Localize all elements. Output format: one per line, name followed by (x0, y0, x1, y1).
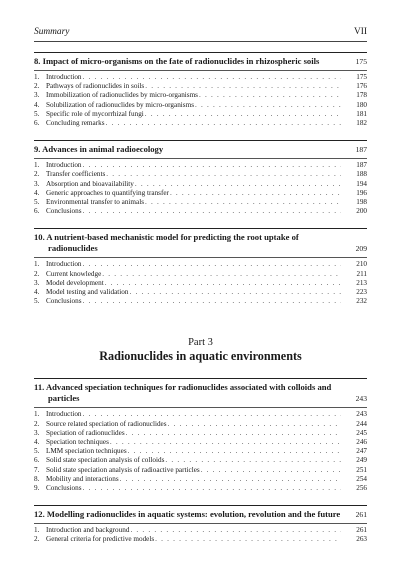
chapter-title (34, 509, 367, 520)
entry-number: 6. (34, 119, 40, 128)
dot-leader (164, 456, 341, 465)
chapter-title-text: 9. Advances in animal radioecology (34, 144, 164, 155)
entry-number: 3. (34, 91, 40, 100)
dot-leader (82, 161, 341, 170)
entry-number: 3. (34, 179, 40, 188)
toc-entry (34, 410, 367, 419)
chapter-title-text: 8. Impact of micro-organisms on the fate of radionuclides in rhizospheric soils (34, 56, 320, 66)
entry-page: 181 (356, 109, 367, 118)
entry-number: 1. (34, 73, 40, 81)
chapter-title (34, 382, 367, 404)
chapter-rule (34, 228, 367, 229)
dot-leader (134, 180, 341, 189)
dot-leader (127, 447, 341, 456)
chapter-page: 243 (355, 394, 367, 404)
toc-entry (34, 110, 367, 119)
entry-page: 243 (356, 410, 367, 419)
chapter-title (34, 144, 367, 155)
toc-entry (34, 484, 367, 493)
chapter-block (34, 52, 367, 128)
entry-page: 244 (356, 419, 367, 428)
toc-entry (34, 475, 367, 484)
chapter-divider (34, 257, 367, 258)
toc-entry (34, 119, 367, 128)
entry-title: Conclusions (46, 207, 82, 216)
toc-entry (34, 260, 367, 269)
toc-entry (34, 297, 367, 306)
entry-page: 196 (356, 188, 367, 197)
toc-entry (34, 198, 367, 207)
entry-title: Absorption and bioavailability (46, 179, 134, 188)
entry-number: 1. (34, 161, 40, 170)
entry-page: 176 (356, 82, 367, 91)
chapter-rule (34, 140, 367, 141)
entry-title: Introduction (46, 410, 82, 419)
toc-entry (34, 279, 367, 288)
chapter-title-text: 12. Modelling radionuclides in aquatic systems: evolution, revolution and the future (34, 509, 341, 520)
entry-title: Environmental transfer to animals (46, 198, 144, 207)
toc-entry (34, 270, 367, 279)
entry-number: 6. (34, 207, 40, 216)
entry-title: Solubilization of radionuclides by micro-organisms (46, 100, 194, 109)
entry-title: Conclusions (46, 484, 82, 493)
chapter-block (34, 228, 367, 306)
chapter-title-text: 10. A nutrient-based mechanistic model for predicting the root uptake of radionuclides (34, 232, 299, 254)
entry-page: 210 (356, 260, 367, 269)
part-title: Radionuclides in aquatic environments (99, 349, 302, 364)
dot-leader (82, 484, 341, 493)
chapter-block (34, 378, 367, 493)
entry-title: Specific role of mycorrhizal fungi (46, 109, 144, 118)
entry-page: 223 (356, 288, 367, 297)
entry-number: 5. (34, 109, 40, 118)
chapter-page: 187 (355, 145, 367, 155)
entry-title: Introduction (46, 73, 82, 81)
dot-leader (82, 73, 341, 82)
entry-number: 2. (34, 170, 40, 179)
page-number: VII (353, 27, 367, 37)
chapter-page: 175 (355, 57, 367, 66)
entry-page: 261 (356, 526, 367, 535)
entry-page: 249 (356, 456, 367, 465)
toc-entry (34, 73, 367, 82)
entry-number: 9. (34, 484, 40, 493)
entry-page: 175 (356, 73, 367, 81)
entry-title: Conclusions (46, 297, 82, 306)
chapter-divider (34, 523, 367, 524)
toc-entry (34, 161, 367, 170)
chapter-group-part-3 (34, 378, 367, 544)
dot-leader (109, 438, 341, 447)
entry-title: Introduction (46, 260, 82, 269)
part-heading (34, 336, 367, 364)
dot-leader (144, 110, 341, 119)
dot-leader (194, 101, 341, 110)
chapter-rule (34, 378, 367, 379)
entry-title: Immobilization of radionuclides by micro-organisms (46, 91, 198, 100)
toc-entry (34, 101, 367, 110)
entry-number: 5. (34, 447, 40, 456)
entry-title: Model development (46, 278, 104, 287)
entry-page: 194 (356, 179, 367, 188)
entry-page: 256 (356, 484, 367, 493)
running-head-title: Summary (34, 27, 70, 37)
entry-number: 7. (34, 465, 40, 474)
table-of-contents (34, 52, 367, 557)
dot-leader (104, 279, 341, 288)
entry-number: 2. (34, 419, 40, 428)
entry-number: 4. (34, 100, 40, 109)
entry-title: Concluding remarks (46, 119, 105, 128)
dot-leader (105, 119, 342, 128)
entry-number: 8. (34, 474, 40, 483)
entry-page: 182 (356, 119, 367, 128)
entry-page: 254 (356, 474, 367, 483)
toc-entry (34, 91, 367, 100)
entry-page: 246 (356, 438, 367, 447)
entry-number: 3. (34, 428, 40, 437)
part-label: Part 3 (188, 337, 213, 349)
chapter-title-text: 11. Advanced speciation techniques for radionuclides associated with colloids and particles (34, 382, 332, 404)
entry-title: Solid state speciation analysis of radioactive particles (46, 465, 200, 474)
chapter-divider (34, 70, 367, 71)
entry-number: 2. (34, 269, 40, 278)
toc-entry (34, 535, 367, 544)
chapter-page: 261 (355, 510, 367, 520)
entry-page: 200 (356, 207, 367, 216)
dot-leader (119, 475, 341, 484)
dot-leader (144, 198, 341, 207)
entry-number: 5. (34, 297, 40, 306)
chapter-block (34, 140, 367, 216)
entry-page: 198 (356, 198, 367, 207)
entry-page: 247 (356, 447, 367, 456)
toc-entry (34, 82, 367, 91)
entry-title: Pathways of radionuclides in soils (46, 82, 145, 91)
entry-number: 4. (34, 438, 40, 447)
toc-entry (34, 456, 367, 465)
entry-title: Model testing and validation (46, 288, 129, 297)
toc-entry (34, 180, 367, 189)
running-head (34, 27, 367, 41)
dot-leader (167, 420, 341, 429)
dot-leader (105, 170, 341, 179)
toc-entry (34, 189, 367, 198)
toc-entry (34, 466, 367, 475)
chapter-block (34, 505, 367, 544)
chapter-title (34, 232, 367, 254)
dot-leader (129, 526, 341, 535)
toc-entry (34, 429, 367, 438)
entry-page: 232 (356, 297, 367, 306)
chapter-rule (34, 505, 367, 506)
entry-page: 213 (356, 278, 367, 287)
entry-title: Current knowledge (46, 269, 102, 278)
entry-number: 4. (34, 188, 40, 197)
entry-title: Introduction (46, 161, 82, 170)
dot-leader (154, 535, 341, 544)
dot-leader (144, 82, 341, 91)
entry-title: Transfer coefficients (46, 170, 106, 179)
dot-leader (169, 189, 341, 198)
toc-entry (34, 170, 367, 179)
entry-page: 188 (356, 170, 367, 179)
chapter-rule (34, 52, 367, 53)
entry-number: 1. (34, 410, 40, 419)
dot-leader (198, 91, 341, 100)
entry-number: 6. (34, 456, 40, 465)
toc-entry (34, 447, 367, 456)
dot-leader (82, 297, 341, 306)
entry-title: Mobility and interactions (46, 474, 119, 483)
chapter-divider (34, 158, 367, 159)
entry-number: 3. (34, 278, 40, 287)
dot-leader (82, 260, 341, 269)
entry-page: 251 (356, 465, 367, 474)
entry-title: Generic approaches to quantifying transfer (46, 188, 169, 197)
dot-leader (128, 288, 341, 297)
entry-number: 4. (34, 288, 40, 297)
dot-leader (200, 466, 341, 475)
dot-leader (125, 429, 341, 438)
entry-title: General criteria for predictive models (46, 535, 155, 544)
chapter-group-part-2 (34, 52, 367, 306)
header-rule (34, 41, 367, 42)
chapter-page: 209 (355, 244, 367, 254)
entry-number: 5. (34, 198, 40, 207)
toc-entry (34, 420, 367, 429)
entry-number: 1. (34, 260, 40, 269)
entry-number: 2. (34, 82, 40, 91)
entry-page: 263 (356, 535, 367, 544)
entry-title: Source related speciation of radionuclides (46, 419, 167, 428)
entry-number: 1. (34, 526, 40, 535)
toc-entry (34, 207, 367, 216)
entry-page: 187 (356, 161, 367, 170)
entry-title: Speciation of radionuclides (46, 428, 125, 437)
toc-entry (34, 288, 367, 297)
entry-page: 178 (356, 91, 367, 100)
chapter-title (34, 56, 367, 67)
toc-entry (34, 438, 367, 447)
toc-entry (34, 526, 367, 535)
entry-title: Speciation techniques (46, 438, 109, 447)
entry-number: 2. (34, 535, 40, 544)
entry-page: 245 (356, 428, 367, 437)
entry-title: Introduction and background (46, 526, 130, 535)
dot-leader (82, 410, 341, 419)
entry-page: 211 (356, 269, 367, 278)
entry-title: Solid state speciation analysis of colloids (46, 456, 165, 465)
entry-title: LMM speciation techniques (46, 447, 127, 456)
dot-leader (82, 207, 341, 216)
dot-leader (101, 270, 341, 279)
chapter-divider (34, 407, 367, 408)
entry-page: 180 (356, 100, 367, 109)
